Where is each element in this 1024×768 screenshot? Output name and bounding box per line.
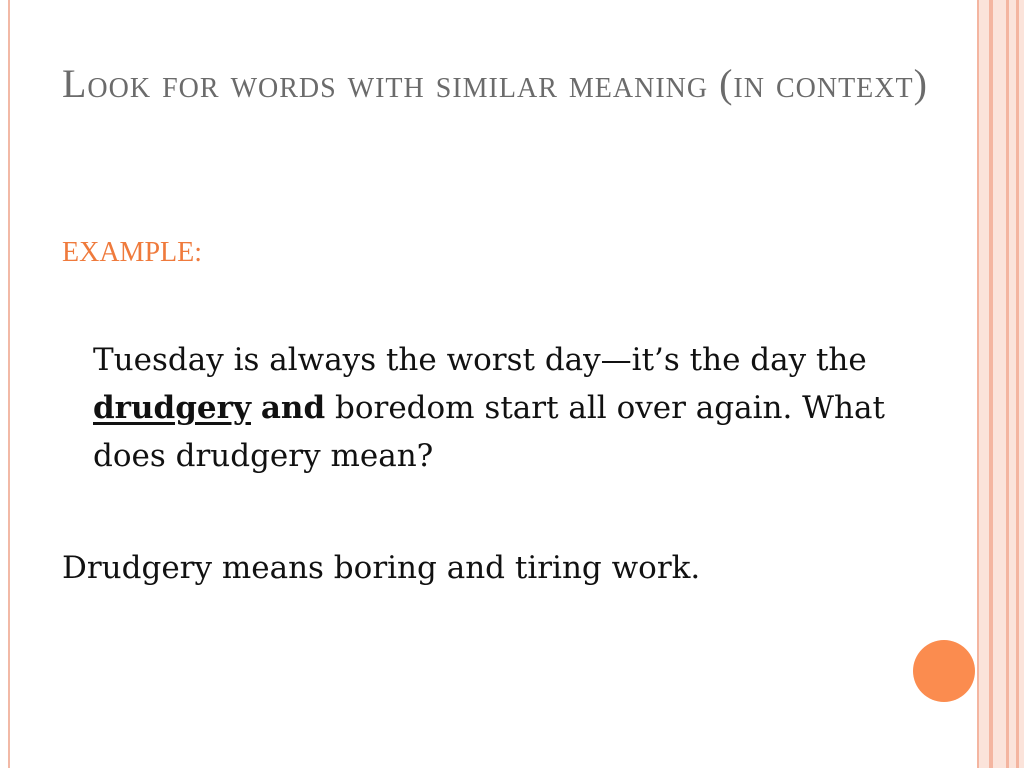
right-border-line [1006, 0, 1009, 768]
right-border-line [1016, 0, 1019, 768]
keyword-drudgery: drudgery [93, 390, 251, 426]
decorative-circle [913, 640, 975, 702]
right-border-line [989, 0, 993, 768]
slide-title: Look for words with similar meaning (in context) [62, 61, 928, 106]
left-border-rule [8, 0, 10, 768]
example-space [251, 390, 261, 426]
keyword-and: and [260, 390, 326, 426]
answer-text: Drudgery means boring and tiring work. [62, 550, 701, 586]
example-text-part2: boredom start all over again. What does drudgery mean? [93, 390, 885, 474]
example-text-part1: Tuesday is always the worst day—it’s the day the [93, 342, 867, 378]
example-sentence [93, 336, 893, 480]
right-border-line [977, 0, 979, 768]
example-label: EXAMPLE: [62, 237, 202, 268]
